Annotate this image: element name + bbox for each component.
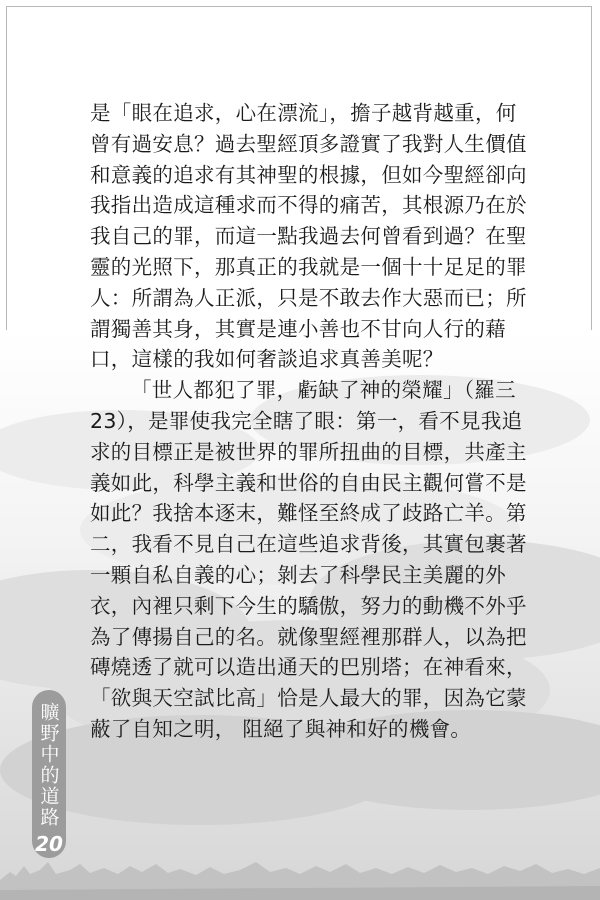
body-text bbox=[90, 98, 535, 745]
chapter-side-tab bbox=[32, 690, 66, 858]
page-number: 20 bbox=[35, 832, 63, 856]
treeline-silhouette bbox=[0, 840, 600, 900]
paragraph-1: 是「眼在追求，心在漂流」，擔子越背越重，何曾有過安息？過去聖經頂多證實了我對人生價值和意義的追求有其神聖的根據，但如今聖經卻向我指出造成這種求而不得的痛苦，其根源乃在於我自己的罪，而這一點我過去何曾看到過？在聖靈的光照下，那真正的我就是一個十十足足的罪人：所謂為人正派，只是不敢去作大惡而已；所謂獨善其身，其實是連小善也不甘向人行的藉口，這樣的我如何奢談追求真善美呢？ bbox=[90, 101, 527, 372]
paragraph-2: 「世人都犯了罪，虧缺了神的榮耀」（羅三23），是罪使我完全瞎了眼：第一，看不見我追求的目標正是被世界的罪所扭曲的目標，共產主義如此，科學主義和世俗的自由民主觀何嘗不是如此？我捨本逐末，難怪至終成了歧路亡羊。第二，我看不見自己在這些追求背後，其實包裹著一顆自私自義的心；剝去了科學民主美麗的外衣，內裡只剩下今生的驕傲，努力的動機不外乎為了傳揚自己的名。就像聖經裡那群人，以為把磚燒透了就可以造出通天的巴別塔；在神看來，「欲與天空試比高」恰是人最大的罪，因為它蒙蔽了自知之明， 阻絕了與神和好的機會。 bbox=[90, 378, 527, 741]
book-title: 曠野中的道路 bbox=[37, 702, 60, 828]
